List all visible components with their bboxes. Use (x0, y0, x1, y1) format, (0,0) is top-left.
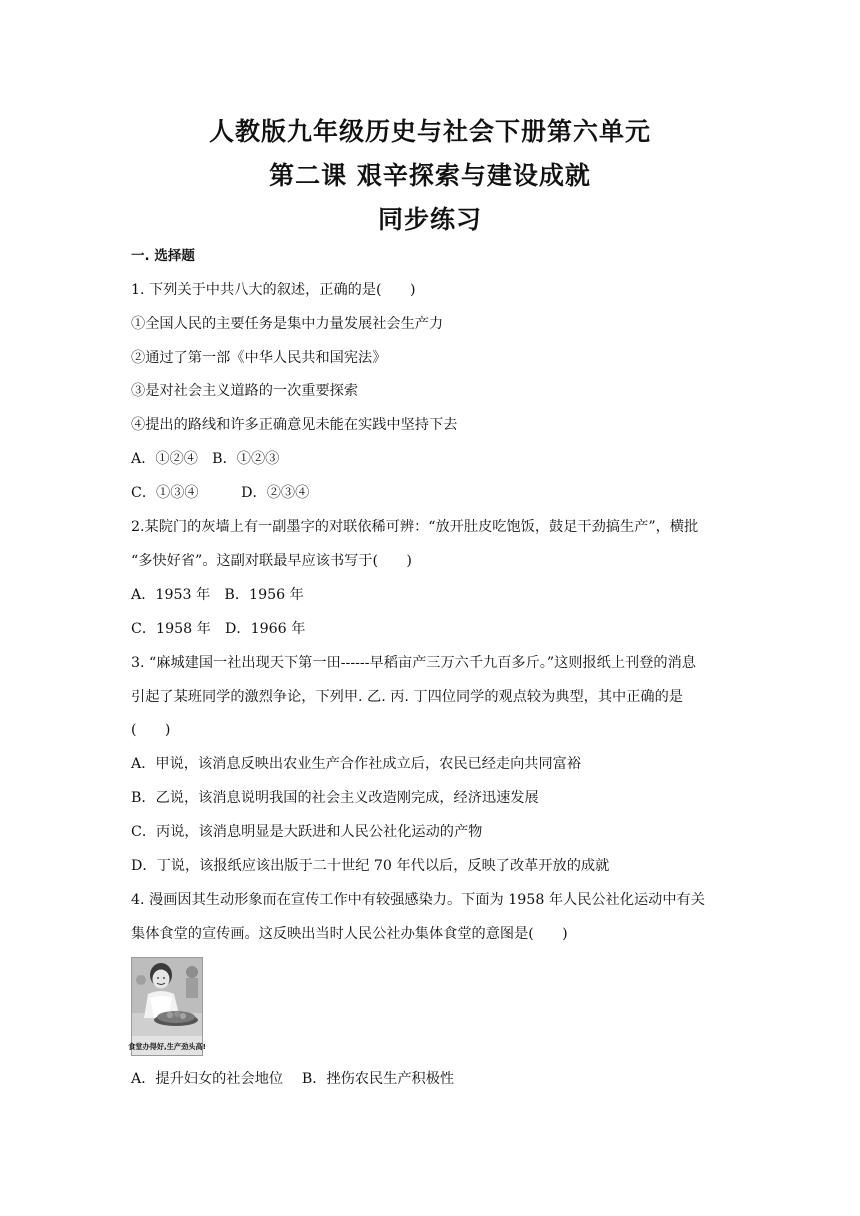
question-1-item-2: ②通过了第一部《中华人民共和国宪法》 (131, 350, 387, 366)
question-3-stem-line-2: 引起了某班同学的激烈争论，下列甲. 乙. 丙. 丁四位同学的观点较为典型，其中正确的是 (131, 689, 683, 705)
poster-caption: 食堂办得好,生产劲头高! (128, 1042, 206, 1051)
question-1-item-3: ③是对社会主义道路的一次重要探索 (131, 383, 359, 399)
question-3-option-c: C．丙说，该消息明显是大跃进和人民公社化运动的产物 (131, 824, 483, 840)
section-heading: 一. 选择题 (131, 248, 195, 264)
question-4-options-row-1: A．提升妇女的社会地位 B．挫伤农民生产积极性 (131, 1071, 455, 1087)
question-3-option-a: A．甲说，该消息反映出农业生产合作社成立后，农民已经走向共同富裕 (131, 756, 582, 772)
question-1-options-row-2: C．①③④ D．②③④ (131, 485, 310, 501)
question-3-option-b: B．乙说，该消息说明我国的社会主义改造刚完成，经济迅速发展 (131, 790, 539, 806)
question-2-options-row-1: A．1953 年 B．1956 年 (131, 587, 304, 603)
document-title-line3: 同步练习 (377, 205, 482, 234)
document-title-line1: 人教版九年级历史与社会下册第六单元 (208, 117, 651, 146)
question-3-stem-line-1: 3. “麻城建国一社出现天下第一田------早稻亩产三万六千九百多斤。”这则报纸上刊登的消息 (131, 655, 696, 671)
question-2-stem-line-2: “多快好省”。这副对联最早应该书写于( ) (131, 553, 412, 569)
question-1-item-4: ④提出的路线和许多正确意见未能在实践中坚持下去 (131, 417, 458, 433)
question-2-stem-line-1: 2.某院门的灰墙上有一副墨字的对联依稀可辨：“放开肚皮吃饱饭，鼓足干劲搞生产”，横批 (131, 519, 699, 535)
question-1-item-1: ①全国人民的主要任务是集中力量发展社会生产力 (131, 316, 444, 332)
question-1-options-row-1: A．①②④ B．①②③ (131, 451, 280, 467)
document-title-line2: 第二课 艰辛探索与建设成就 (269, 161, 591, 190)
question-3-option-d: D．丁说，该报纸应该出版于二十世纪 70 年代以后，反映了改革开放的成就 (131, 858, 610, 874)
question-1-stem: 1. 下列关于中共八大的叙述，正确的是( ) (131, 282, 416, 298)
question-3-stem-line-3: ( ) (131, 722, 171, 738)
question-2-options-row-2: C．1958 年 D．1966 年 (131, 621, 306, 637)
question-4-stem-line-1: 4. 漫画因其生动形象而在宣传工作中有较强感染力。下面为 1958 年人民公社化运动中有关 (131, 892, 705, 908)
question-4-stem-line-2: 集体食堂的宣传画。这反映出当时人民公社办集体食堂的意图是( ) (131, 926, 568, 942)
canteen-propaganda-poster (128, 957, 206, 1056)
